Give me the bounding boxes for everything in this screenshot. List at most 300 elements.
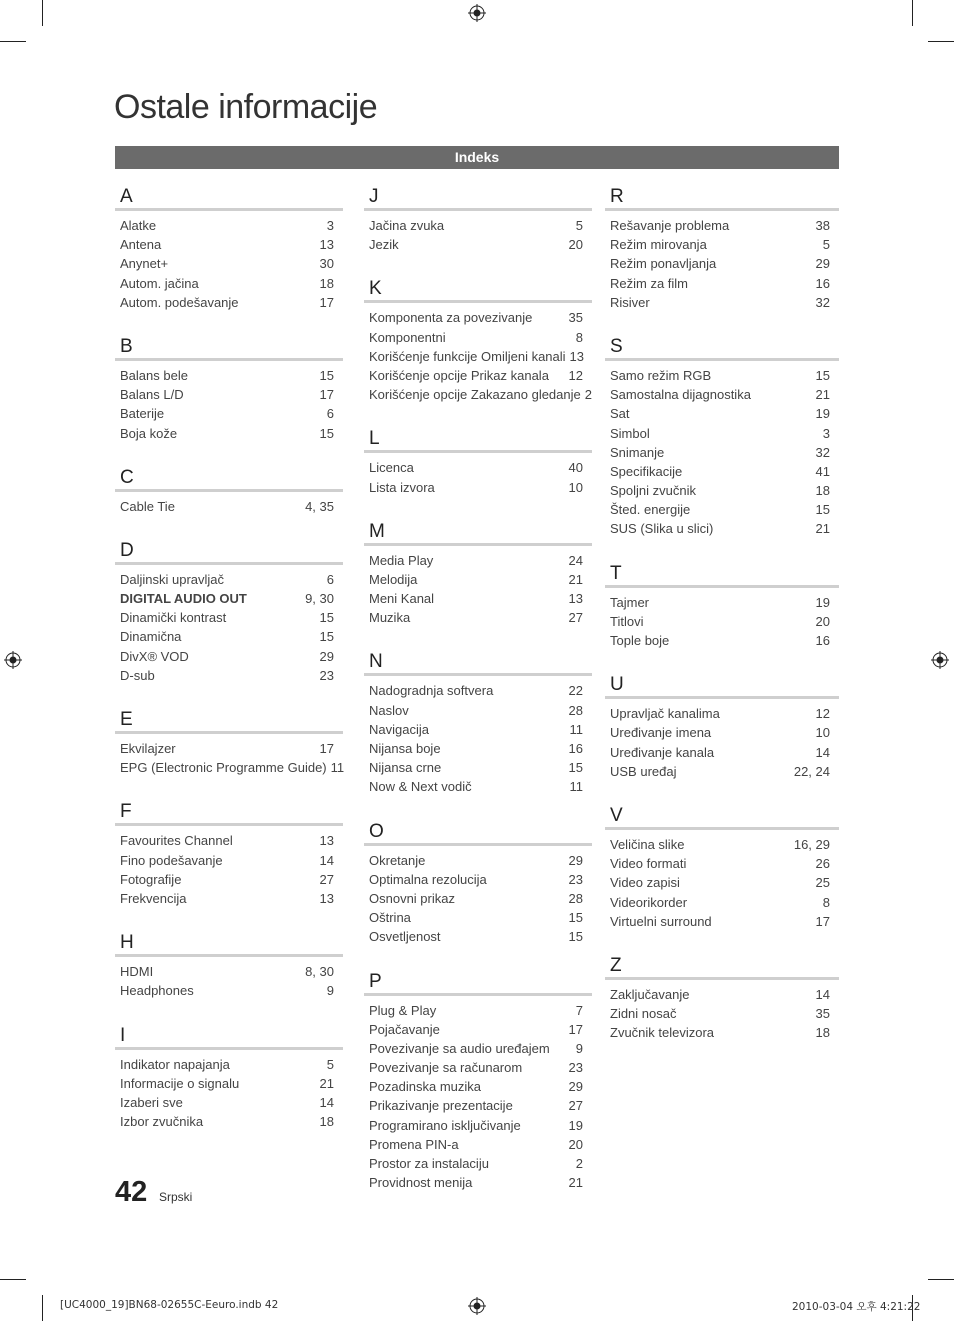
index-term: Informacije o signalu — [120, 1075, 240, 1091]
index-entry — [605, 216, 839, 235]
section-letter: O — [364, 821, 592, 846]
index-page-ref: 18 — [319, 275, 334, 291]
index-term: Autom. jačina — [120, 275, 199, 291]
index-page-ref: 14 — [815, 986, 830, 1002]
index-term: Veličina slike — [610, 836, 685, 852]
index-page-ref: 20 — [568, 237, 583, 253]
section-letter: S — [605, 336, 839, 361]
index-section-c — [115, 467, 343, 516]
index-entry — [605, 723, 839, 742]
section-letter: F — [115, 801, 343, 826]
index-term: Fotografije — [120, 871, 182, 887]
index-entry — [115, 627, 343, 646]
index-entry — [364, 1135, 592, 1154]
index-page-ref: 5 — [326, 1056, 334, 1072]
index-entry — [605, 873, 839, 892]
index-term: Komponenta za povezivanje — [369, 310, 533, 326]
index-page-ref: 27 — [568, 1098, 583, 1114]
index-page-ref: 13 — [319, 833, 334, 849]
index-page-ref: 14 — [319, 852, 334, 868]
index-page-ref: 15 — [568, 910, 583, 926]
index-column-3 — [605, 186, 839, 1066]
index-entry — [364, 608, 592, 627]
index-page-ref: 6 — [326, 571, 334, 587]
index-entry — [364, 347, 592, 366]
index-entry — [364, 739, 592, 758]
index-entry — [605, 366, 839, 385]
index-term: Favourites Channel — [120, 833, 233, 849]
index-section-l — [364, 428, 592, 496]
index-term: EPG (Electronic Programme Guide) — [120, 760, 327, 776]
index-entry — [364, 681, 592, 700]
index-entry — [115, 831, 343, 850]
section-letter: U — [605, 674, 839, 699]
index-page-ref: 17 — [568, 1021, 583, 1037]
crop-mark — [42, 0, 43, 26]
index-entry — [605, 893, 839, 912]
registration-mark-icon — [468, 4, 486, 22]
index-section-i — [115, 1025, 343, 1132]
index-page-ref: 15 — [319, 367, 334, 383]
index-page-ref: 13 — [568, 591, 583, 607]
index-section-o — [364, 821, 592, 947]
index-page-ref: 11 — [569, 721, 583, 737]
index-page-ref: 8 — [575, 329, 583, 345]
index-page-ref: 17 — [319, 294, 334, 310]
index-page-ref: 17 — [319, 741, 334, 756]
index-term: DivX® VOD — [120, 648, 189, 664]
index-term: Providnost menija — [369, 1175, 473, 1191]
index-page-ref: 19 — [568, 1117, 583, 1133]
index-term: Režim za film — [610, 275, 689, 291]
index-page-ref: 17 — [319, 387, 334, 403]
index-section-d — [115, 540, 343, 685]
registration-mark-icon — [468, 1297, 486, 1315]
index-term: Tajmer — [610, 594, 650, 610]
index-entry — [364, 927, 592, 946]
index-term: Korišćenje opcije Zakazano gledanje — [369, 387, 581, 403]
index-term: Snimanje — [610, 444, 665, 460]
index-entry — [605, 443, 839, 462]
index-term: Daljinski upravljač — [120, 571, 225, 587]
index-term: Video zapisi — [610, 875, 680, 891]
index-entry — [364, 1039, 592, 1058]
index-entry — [605, 743, 839, 762]
index-entry — [115, 608, 343, 627]
index-page-ref: 28 — [568, 702, 583, 718]
index-entry — [364, 366, 592, 385]
index-term: Jačina zvuka — [369, 218, 445, 233]
index-entry — [115, 570, 343, 589]
index-term: Simbol — [610, 425, 650, 441]
index-page-ref: 29 — [568, 852, 583, 868]
index-section-p — [364, 971, 592, 1193]
section-letter: D — [115, 540, 343, 565]
section-letter: C — [115, 467, 343, 492]
index-term: Dinamički kontrast — [120, 610, 227, 626]
index-page-ref: 22 — [568, 683, 583, 699]
index-page-ref: 30 — [319, 256, 334, 272]
index-term: Virtuelni surround — [610, 913, 712, 929]
index-section-j — [364, 186, 592, 254]
crop-mark — [42, 1295, 43, 1321]
index-term: Zvučnik televizora — [610, 1025, 715, 1041]
index-page-ref: 9 — [575, 1040, 583, 1056]
index-page-ref: 21 — [815, 521, 830, 537]
index-entry — [364, 1001, 592, 1020]
index-entry — [115, 589, 343, 608]
index-term: Povezivanje sa računarom — [369, 1060, 523, 1076]
index-term: Boja kože — [120, 425, 178, 441]
section-letter: I — [115, 1025, 343, 1050]
index-entry — [364, 235, 592, 254]
index-page-ref: 35 — [815, 1006, 830, 1022]
index-page-ref: 28 — [568, 890, 583, 906]
index-term: Lista izvora — [369, 479, 435, 495]
index-entry — [605, 912, 839, 931]
index-page-ref: 14 — [319, 1094, 334, 1110]
index-entry — [115, 851, 343, 870]
crop-mark — [0, 41, 26, 42]
index-term: Melodija — [369, 571, 418, 587]
index-page-ref: 7 — [575, 1002, 583, 1018]
section-letter: A — [115, 186, 343, 211]
index-entry — [115, 366, 343, 385]
index-entry — [115, 1112, 343, 1131]
index-page-ref: 13 — [319, 237, 334, 253]
index-entry — [115, 1074, 343, 1093]
index-term: Fino podešavanje — [120, 852, 223, 868]
index-page-ref: 15 — [319, 425, 334, 441]
index-term: Promena PIN-a — [369, 1136, 459, 1152]
index-page-ref: 16 — [568, 741, 583, 756]
index-entry — [364, 908, 592, 927]
index-page-ref: 32 — [815, 444, 830, 460]
index-entry — [364, 570, 592, 589]
index-entry — [605, 293, 839, 312]
section-letter: E — [115, 709, 343, 734]
index-term: Titlovi — [610, 613, 644, 629]
index-entry — [115, 235, 343, 254]
index-entry — [115, 962, 343, 981]
index-term: Ekvilajzer — [120, 741, 176, 756]
index-term: Risiver — [610, 294, 650, 310]
index-entry — [115, 1055, 343, 1074]
index-term: Naslov — [369, 702, 409, 718]
index-section-k — [364, 278, 592, 404]
index-page-ref: 17 — [815, 913, 830, 929]
index-term: Samostalna dijagnostika — [610, 387, 751, 403]
index-entry — [115, 254, 343, 273]
index-page-ref: 22, 24 — [793, 763, 830, 779]
index-term: Komponentni — [369, 329, 446, 345]
index-page-ref: 8, 30 — [305, 964, 334, 980]
index-term: Korišćenje opcije Prikaz kanala — [369, 367, 549, 383]
index-term: Headphones — [120, 983, 194, 999]
index-entry — [605, 481, 839, 500]
index-term: D-sub — [120, 667, 155, 683]
index-page-ref: 32 — [815, 294, 830, 310]
index-page-ref: 3 — [822, 425, 830, 441]
index-entry — [605, 254, 839, 273]
index-page-ref: 11 — [569, 779, 583, 795]
index-section-r — [605, 186, 839, 312]
index-entry — [605, 835, 839, 854]
index-term: Spoljni zvučnik — [610, 483, 696, 499]
index-entry — [605, 762, 839, 781]
index-entry — [605, 704, 839, 723]
index-entry — [364, 1077, 592, 1096]
index-entry — [605, 385, 839, 404]
index-term: Dinamična — [120, 629, 182, 645]
index-page-ref: 12 — [815, 706, 830, 722]
index-page-ref: 9, 30 — [305, 591, 334, 607]
index-entry — [364, 1058, 592, 1077]
index-page-ref: 12 — [568, 367, 583, 383]
index-page-ref: 16, 29 — [793, 836, 830, 852]
index-entry — [115, 870, 343, 889]
index-page-ref: 15 — [319, 610, 334, 626]
index-term: HDMI — [120, 964, 154, 980]
index-entry — [115, 274, 343, 293]
index-term: Nadogradnja softvera — [369, 683, 494, 699]
index-page-ref: 4, 35 — [305, 498, 334, 514]
index-term: Programirano isključivanje — [369, 1117, 521, 1133]
index-term: Zaključavanje — [610, 986, 690, 1002]
page-number: 42 — [115, 1176, 148, 1208]
section-letter: H — [115, 932, 343, 957]
index-entry — [115, 424, 343, 443]
index-page-ref: 29 — [319, 648, 334, 664]
index-entry — [605, 519, 839, 538]
index-term: Navigacija — [369, 721, 429, 737]
index-term: Muzika — [369, 610, 411, 626]
index-page-ref: 18 — [319, 1114, 334, 1130]
index-entry — [115, 666, 343, 685]
index-entry — [605, 404, 839, 423]
index-term: Specifikacije — [610, 463, 683, 479]
index-page-ref: 10 — [815, 725, 830, 741]
index-entry — [605, 631, 839, 650]
index-section-a — [115, 186, 343, 312]
index-term: Pozadinska muzika — [369, 1079, 481, 1095]
index-page-ref: 40 — [568, 460, 583, 476]
index-page-ref: 24 — [568, 552, 583, 568]
index-page-ref: 41 — [815, 463, 830, 479]
index-entry — [605, 593, 839, 612]
index-entry — [605, 462, 839, 481]
index-term: Prostor za instalaciju — [369, 1156, 489, 1171]
section-letter: P — [364, 971, 592, 996]
index-term: Antena — [120, 237, 162, 253]
index-page-ref: 29 — [815, 256, 830, 272]
index-term: Baterije — [120, 406, 165, 422]
index-term: Video formati — [610, 856, 687, 872]
index-section-n — [364, 651, 592, 796]
index-page-ref: 2 — [584, 387, 592, 403]
index-entry — [115, 216, 343, 235]
index-entry — [115, 981, 343, 1000]
index-page-ref: 18 — [815, 483, 830, 499]
index-entry — [364, 720, 592, 739]
index-page-ref: 20 — [568, 1136, 583, 1152]
page-title: Ostale informacije — [114, 88, 378, 126]
index-term: Izaberi sve — [120, 1094, 183, 1110]
index-term: Šted. energije — [610, 502, 691, 518]
footer-file-info: [UC4000_19]BN68-02655C-Eeuro.indb 42 — [60, 1299, 279, 1311]
index-section-t — [605, 563, 839, 651]
index-page-ref: 19 — [815, 406, 830, 422]
index-term: Autom. podešavanje — [120, 294, 239, 310]
index-entry — [115, 647, 343, 666]
index-term: Rešavanje problema — [610, 218, 730, 233]
index-term: USB uređaj — [610, 763, 677, 779]
index-page-ref: 27 — [319, 871, 334, 887]
index-entry — [364, 889, 592, 908]
index-term: Osnovni prikaz — [369, 890, 455, 906]
index-entry — [364, 870, 592, 889]
registration-mark-icon — [931, 651, 949, 669]
index-page-ref: 15 — [568, 760, 583, 776]
section-letter: N — [364, 651, 592, 676]
section-letter: V — [605, 805, 839, 830]
crop-mark — [912, 0, 913, 26]
index-entry — [364, 1173, 592, 1192]
index-entry — [115, 293, 343, 312]
index-term: Samo režim RGB — [610, 367, 712, 383]
index-entry — [605, 424, 839, 443]
registration-mark-icon — [4, 651, 22, 669]
index-term: Cable Tie — [120, 498, 175, 514]
index-section-s — [605, 336, 839, 539]
index-section-v — [605, 805, 839, 931]
index-section-u — [605, 674, 839, 781]
index-section-h — [115, 932, 343, 1000]
index-section-f — [115, 801, 343, 908]
index-term: Zidni nosač — [610, 1006, 677, 1022]
crop-mark — [928, 1279, 954, 1280]
index-entry — [605, 1023, 839, 1042]
index-entry — [115, 758, 343, 777]
index-entry — [364, 551, 592, 570]
section-letter: Z — [605, 955, 839, 980]
index-term: Sat — [610, 406, 630, 422]
index-entry — [364, 589, 592, 608]
index-entry — [364, 701, 592, 720]
section-letter: J — [364, 186, 592, 211]
index-entry — [115, 889, 343, 908]
index-page-ref: 18 — [815, 1025, 830, 1041]
index-page-ref: 15 — [568, 929, 583, 945]
index-entry — [605, 985, 839, 1004]
section-letter: T — [605, 563, 839, 588]
index-entry — [115, 497, 343, 516]
index-page-ref: 15 — [319, 629, 334, 645]
crop-mark — [0, 1279, 26, 1280]
index-term: Media Play — [369, 552, 434, 568]
index-term: Upravljač kanalima — [610, 706, 720, 722]
index-page-ref: 27 — [568, 610, 583, 626]
index-page-ref: 23 — [319, 667, 334, 683]
index-entry — [605, 500, 839, 519]
index-page-ref: 15 — [815, 502, 830, 518]
index-entry — [364, 216, 592, 235]
index-page-ref: 21 — [815, 387, 830, 403]
section-letter: B — [115, 336, 343, 361]
index-page-ref: 15 — [815, 367, 830, 383]
index-term: Izbor zvučnika — [120, 1114, 204, 1130]
section-letter: M — [364, 521, 592, 546]
index-term: Oštrina — [369, 910, 411, 926]
index-term: Now & Next vodič — [369, 779, 472, 795]
index-term: Balans bele — [120, 367, 188, 383]
index-term: Meni Kanal — [369, 591, 435, 607]
index-page-ref: 25 — [815, 875, 830, 891]
index-entry — [364, 308, 592, 327]
index-page-ref: 21 — [568, 571, 583, 587]
crop-mark — [928, 41, 954, 42]
index-term: Indikator napajanja — [120, 1056, 230, 1072]
index-term: Okretanje — [369, 852, 426, 868]
index-entry — [364, 1154, 592, 1173]
index-entry — [364, 1020, 592, 1039]
index-term: Plug & Play — [369, 1002, 437, 1018]
index-page-ref: 9 — [326, 983, 334, 999]
index-column-1 — [115, 186, 343, 1155]
index-entry — [115, 385, 343, 404]
index-entry — [364, 758, 592, 777]
index-entry — [605, 854, 839, 873]
index-page-ref: 3 — [326, 218, 334, 233]
index-term: Osvetljenost — [369, 929, 441, 945]
index-page-ref: 8 — [822, 894, 830, 910]
index-page-ref: 13 — [319, 890, 334, 906]
index-section-m — [364, 521, 592, 628]
index-entry — [115, 404, 343, 423]
index-page-ref: 23 — [568, 871, 583, 887]
index-term: Licenca — [369, 460, 414, 476]
page-language: Srpski — [159, 1190, 193, 1204]
index-page-ref: 13 — [569, 348, 584, 364]
index-term: Balans L/D — [120, 387, 184, 403]
index-page-ref: 21 — [568, 1175, 583, 1191]
index-entry — [364, 1096, 592, 1115]
index-term: Frekvencija — [120, 890, 187, 906]
index-entry — [605, 612, 839, 631]
index-term: Nijansa crne — [369, 760, 442, 776]
index-entry — [364, 478, 592, 497]
index-term: Povezivanje sa audio uređajem — [369, 1040, 550, 1056]
index-term: Korišćenje funkcije Omiljeni kanali — [369, 348, 566, 364]
index-page-ref: 2 — [575, 1156, 583, 1171]
index-page-ref: 19 — [815, 594, 830, 610]
index-term: Anynet+ — [120, 256, 169, 272]
index-term: Optimalna rezolucija — [369, 871, 487, 887]
index-term: Režim mirovanja — [610, 237, 707, 253]
index-entry — [364, 458, 592, 477]
section-letter: R — [605, 186, 839, 211]
index-page-ref: 16 — [815, 275, 830, 291]
index-term: Pojačavanje — [369, 1021, 440, 1037]
index-entry — [364, 328, 592, 347]
index-term: Prikazivanje prezentacije — [369, 1098, 513, 1114]
index-heading: Indeks — [115, 146, 839, 169]
index-entry — [605, 235, 839, 254]
index-page-ref: 5 — [575, 218, 583, 233]
index-page-ref: 29 — [568, 1079, 583, 1095]
index-page-ref: 20 — [815, 613, 830, 629]
index-term: Nijansa boje — [369, 741, 441, 756]
